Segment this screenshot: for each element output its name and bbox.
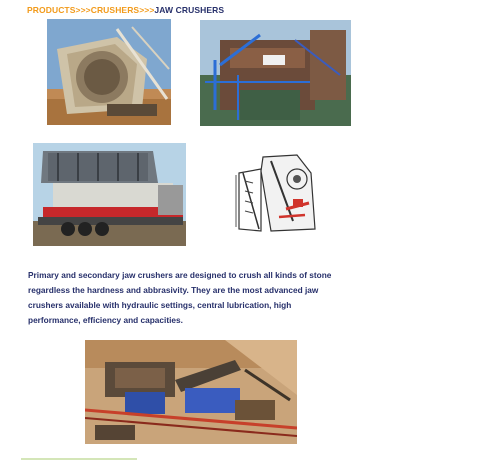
product-description: Primary and secondary jaw crushers are designed to crush all kinds of stone regardless the hardness and abbrasivity. They are the most advanced jaw crushers available with hydraulic settings, central lubrication, high performance, efficiency and capacities.	[28, 270, 332, 325]
quarry-plant-photo	[85, 340, 297, 444]
breadcrumb-crushers-link[interactable]: CRUSHERS	[90, 5, 140, 15]
breadcrumb-separator: >>>	[139, 5, 155, 15]
breadcrumb	[27, 5, 224, 15]
breadcrumb-separator: >>>	[75, 5, 91, 15]
mobile-jaw-crusher-photo	[33, 143, 186, 246]
footer-divider	[21, 458, 137, 460]
breadcrumb-current: JAW CRUSHERS	[154, 5, 225, 15]
jaw-crusher-diagram	[231, 151, 322, 239]
breadcrumb-products-link[interactable]: PRODUCTS	[27, 5, 76, 15]
jaw-crusher-photo-1	[47, 19, 171, 125]
crushing-plant-photo	[200, 20, 351, 126]
